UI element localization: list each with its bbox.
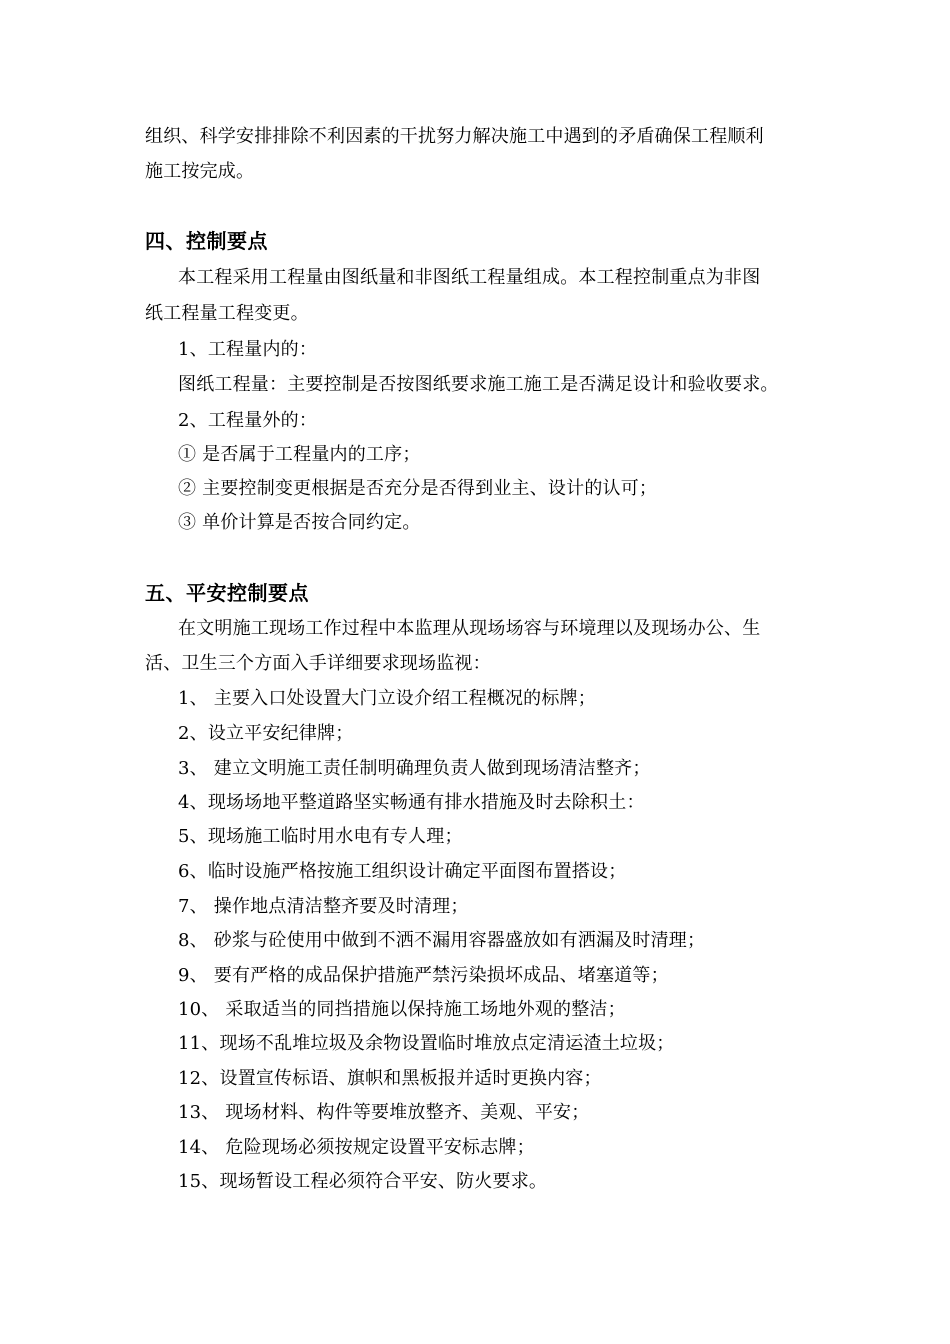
section4-paragraph-line-1: 本工程采用工程量由图纸量和非图纸工程量组成。本工程控制重点为非图	[178, 267, 761, 288]
section-heading-safety-control-points: 五、平安控制要点	[145, 581, 309, 605]
section5-list-item: 7、 操作地点清洁整齐要及时清理；	[178, 896, 469, 917]
section4-item: ③ 单价计算是否按合同约定。	[178, 512, 421, 533]
section5-list-item: 12、设置宣传标语、旗帜和黑板报并适时更换内容；	[178, 1068, 602, 1089]
section5-list-item: 10、 采取适当的同挡措施以保持施工场地外观的整洁；	[178, 999, 626, 1020]
section4-item: 图纸工程量：主要控制是否按图纸要求施工施工是否满足设计和验收要求。	[178, 374, 779, 395]
section5-list-item: 3、 建立文明施工责任制明确理负责人做到现场清洁整齐；	[178, 758, 651, 779]
section5-list-item: 13、 现场材料、构件等要堆放整齐、美观、平安；	[178, 1102, 590, 1123]
section5-list-item: 4、现场场地平整道路坚实畅通有排水措施及时去除积土：	[178, 792, 645, 813]
section4-item: ② 主要控制变更根据是否充分是否得到业主、设计的认可；	[178, 478, 658, 499]
section5-list-item: 2、设立平安纪律牌；	[178, 723, 354, 744]
section4-item: ① 是否属于工程量内的工序；	[178, 444, 421, 465]
section-heading-control-points: 四、控制要点	[145, 229, 268, 253]
section5-paragraph-line-2: 活、卫生三个方面入手详细要求现场监视：	[145, 653, 491, 674]
section4-item: 2、工程量外的：	[178, 410, 318, 431]
section5-list-item: 14、 危险现场必须按规定设置平安标志牌；	[178, 1137, 535, 1158]
intro-line-1: 组织、科学安排排除不利因素的干扰努力解决施工中遇到的矛盾确保工程顺利	[145, 126, 764, 147]
section5-paragraph-line-1: 在文明施工现场工作过程中本监理从现场场容与环境理以及现场办公、生	[178, 618, 761, 639]
section5-list-item: 6、临时设施严格按施工组织设计确定平面图布置搭设；	[178, 861, 627, 882]
section5-list-item: 8、 砂浆与砼使用中做到不洒不漏用容器盛放如有洒漏及时清理；	[178, 930, 706, 951]
section4-paragraph-line-2: 纸工程量工程变更。	[145, 303, 309, 324]
intro-line-2: 施工按完成。	[145, 161, 255, 182]
section5-list-item: 15、现场暂设工程必须符合平安、防火要求。	[178, 1171, 548, 1192]
section5-list-item: 11、现场不乱堆垃圾及余物设置临时堆放点定清运渣土垃圾；	[178, 1033, 675, 1054]
section5-list-item: 1、 主要入口处设置大门立设介绍工程概况的标牌；	[178, 688, 596, 709]
section4-item: 1、工程量内的：	[178, 339, 318, 360]
section5-list-item: 9、 要有严格的成品保护措施严禁污染损坏成品、堵塞道等；	[178, 965, 669, 986]
section5-list-item: 5、现场施工临时用水电有专人理；	[178, 826, 463, 847]
